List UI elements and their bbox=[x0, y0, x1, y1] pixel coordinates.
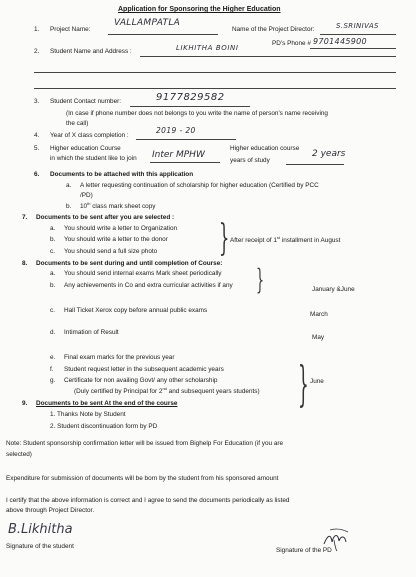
address-line-1 bbox=[34, 72, 396, 73]
section-6-b-letter: b. bbox=[66, 203, 72, 210]
section-8-a-letter: a. bbox=[50, 270, 56, 277]
item-3-number: 3. bbox=[34, 98, 40, 105]
section-7-a-letter: a. bbox=[50, 225, 56, 232]
section-8-ab-side: January &June bbox=[312, 286, 355, 293]
project-name-value: VALLAMPATLA bbox=[114, 18, 181, 28]
section-8-g-letter: g. bbox=[50, 377, 56, 384]
section-7-b-letter: b. bbox=[50, 236, 56, 243]
section-8-e-letter: e. bbox=[50, 354, 56, 361]
section-8-efg-brace: } bbox=[298, 356, 309, 412]
section-9-item-2: 2. Student discontinuation form by PD bbox=[50, 423, 158, 430]
section-7-brace: } bbox=[219, 218, 230, 259]
section-8-ab-brace: } bbox=[256, 263, 265, 296]
section-6-a-text-2: /PD) bbox=[80, 192, 93, 199]
section-8-d-letter: d. bbox=[50, 329, 56, 336]
student-name-value: LIKHITHA BOINI bbox=[176, 44, 239, 52]
course-label: Higher education Course bbox=[50, 145, 121, 152]
section-7-b-text: You should write a letter to the donor bbox=[64, 236, 168, 243]
student-signature-label: Signature of the student bbox=[6, 543, 74, 550]
pd-phone-value: 9701445900 bbox=[313, 37, 367, 46]
contact-number-label: Student Contact number: bbox=[50, 98, 122, 105]
contact-number-value: 9177829582 bbox=[156, 92, 225, 103]
project-director-value: S.SRINIVAS bbox=[336, 22, 379, 30]
section-8-g-text-2: (Duly certified by Principal for 2nd and subsequent years students) bbox=[74, 385, 260, 395]
section-7-c-letter: c. bbox=[50, 248, 55, 255]
course-label-2: in which the student like to join bbox=[50, 155, 137, 162]
project-name-line bbox=[108, 34, 218, 35]
item-1-number: 1. bbox=[34, 26, 40, 33]
section-8-heading: Documents to be sent during and until completion of Course: bbox=[36, 260, 223, 267]
section-8-c-letter: c. bbox=[50, 307, 55, 314]
section-8-efg-side: June bbox=[310, 378, 324, 385]
project-director-line bbox=[320, 34, 396, 35]
section-6-number: 6. bbox=[34, 171, 40, 178]
section-8-b-text: Any achievements in Co and extra curricular activities if any bbox=[64, 282, 233, 289]
section-8-c-text: Hall Ticket Xerox copy before annual public exams bbox=[64, 307, 208, 314]
course-duration-label-2: years of study bbox=[230, 157, 270, 164]
section-7-c-text: You should send a full size photo bbox=[64, 248, 158, 255]
course-value: Inter MPHW bbox=[152, 150, 205, 160]
item-5-number: 5. bbox=[34, 145, 40, 152]
contact-note: (In case if phone number does not belongs to you write the name of person's name receiving bbox=[66, 110, 328, 117]
section-8-d-text: Intimation of Result bbox=[64, 329, 119, 336]
contact-note-2: the call) bbox=[66, 120, 89, 127]
project-director-label: Name of the Project Director: bbox=[232, 26, 315, 33]
section-6-a-letter: a. bbox=[66, 182, 72, 189]
pd-signature-label: Signature of the PD bbox=[276, 547, 332, 554]
section-8-number: 8. bbox=[22, 260, 28, 267]
section-8-f-letter: f. bbox=[50, 366, 54, 373]
item-4-number: 4. bbox=[34, 132, 40, 139]
section-9-item-1: 1. Thanks Note by Student bbox=[50, 411, 126, 418]
section-8-g-text: Certificate for non availing Govt/ any other scholarship bbox=[64, 377, 218, 384]
contact-number-line bbox=[130, 106, 250, 107]
x-class-year-label: Year of X class completion : bbox=[50, 132, 129, 139]
course-duration-value: 2 years bbox=[312, 149, 346, 159]
section-8-e-text: Final exam marks for the previous year bbox=[64, 354, 175, 361]
section-7-side-note: After receipt of 1st installment in August bbox=[230, 234, 341, 244]
section-8-f-text: Student request letter in the subsequent academic years bbox=[64, 366, 224, 373]
note-text-2: selected) bbox=[6, 451, 32, 458]
expenditure-text: Expenditure for submission of documents will be born by the student from his sponsored amount bbox=[6, 475, 279, 482]
section-7-heading: Documents to be sent after you are selected : bbox=[36, 214, 175, 221]
project-name-label: Project Name: bbox=[50, 26, 91, 33]
section-6-b-text: 10th class mark sheet copy bbox=[80, 200, 156, 210]
address-line-2 bbox=[34, 88, 396, 89]
student-name-line bbox=[140, 56, 396, 57]
student-signature: B.Likhitha bbox=[8, 522, 73, 537]
section-6-heading: Documents to be attached with this application bbox=[50, 171, 194, 178]
section-6-a-text: A letter requesting continuation of scholarship for higher education (Certified by PCC bbox=[80, 182, 319, 189]
certify-text: I certify that the above information is correct and I agree to send the documents periodically as listed bbox=[6, 497, 290, 504]
section-7-a-text: You should write a letter to Organization bbox=[64, 225, 178, 232]
course-duration-line bbox=[286, 164, 344, 165]
section-8-a-text: You should send internal exams Mark sheet periodically bbox=[64, 270, 222, 277]
course-duration-label: Higher education course bbox=[230, 145, 300, 152]
note-text: Note: Student sponsorship confirmation letter will be issued from Bighelp For Education (if you are bbox=[6, 440, 284, 447]
x-class-year-line bbox=[136, 139, 236, 140]
section-9-number: 9. bbox=[22, 400, 28, 407]
form-title: Application for Sponsoring the Higher Education bbox=[118, 6, 281, 13]
section-8-c-side: March bbox=[310, 311, 328, 318]
section-8-b-letter: b. bbox=[50, 282, 56, 289]
item-2-number: 2. bbox=[34, 48, 40, 55]
section-8-d-side: May bbox=[312, 334, 325, 341]
certify-text-2: above through Project Director. bbox=[6, 507, 95, 514]
x-class-year-value: 2019 - 20 bbox=[156, 126, 196, 135]
pd-phone-line bbox=[310, 48, 396, 49]
section-9-heading: Documents to be sent At the end of the course bbox=[36, 400, 178, 407]
course-line bbox=[150, 162, 220, 163]
pd-phone-label: PD's Phone # bbox=[272, 40, 311, 47]
student-name-label: Student Name and Address : bbox=[50, 48, 132, 55]
section-7-number: 7. bbox=[22, 214, 28, 221]
